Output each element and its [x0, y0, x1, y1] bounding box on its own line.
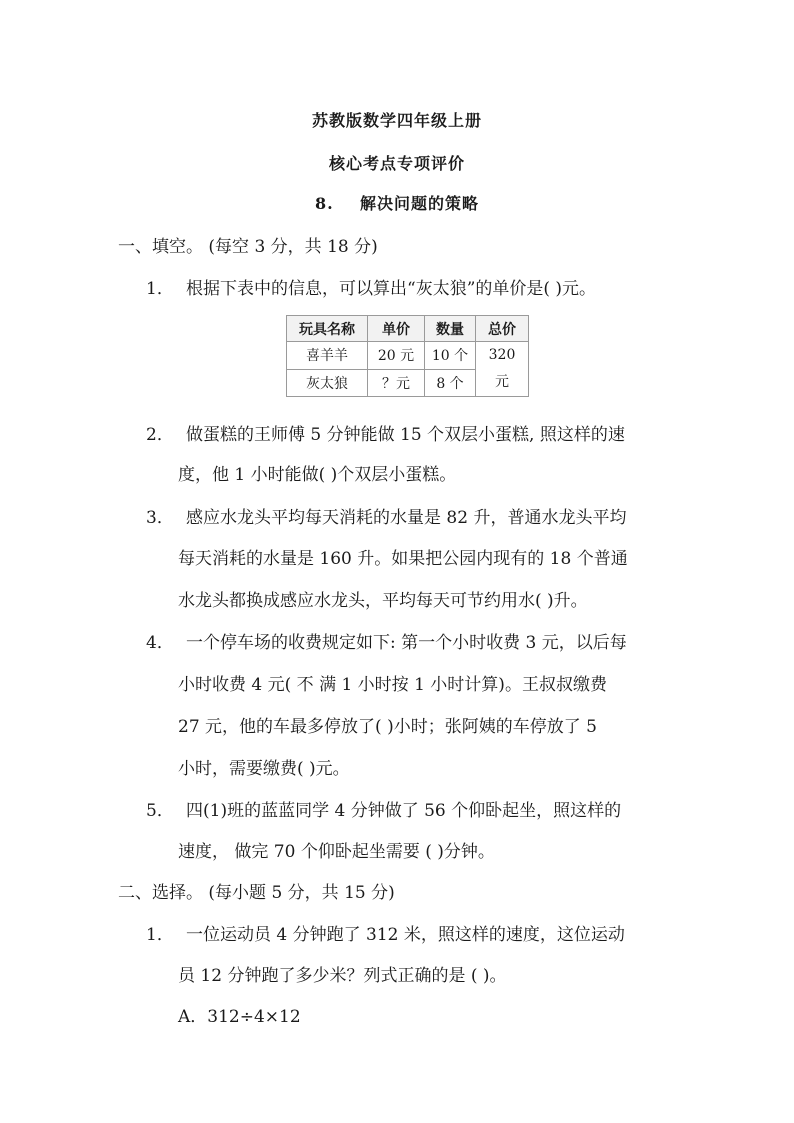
- document-title: 苏教版数学四年级上册: [311, 111, 482, 130]
- question-number: 2．: [146, 425, 174, 445]
- question-text: 度，他 1 小时能做( )个双层小蛋糕。: [178, 465, 457, 485]
- question-text: 一个停车场的收费规定如下: 第一个小时收费 3 元，以后每: [186, 633, 627, 653]
- question-text: 小时，需要缴费( )元。: [178, 759, 350, 779]
- question-number: 3．: [146, 508, 174, 528]
- question-text: 每天消耗的水量是 160 升。如果把公园内现有的 18 个普通: [178, 549, 628, 569]
- table-cell: 10 个: [425, 342, 476, 370]
- table-cell: ？元: [368, 369, 425, 397]
- question-text: 员 12 分钟跑了多少米？列式正确的是 ( )。: [178, 966, 507, 986]
- question-text: 做蛋糕的王师傅 5 分钟能做 15 个双层小蛋糕, 照这样的速: [186, 425, 625, 445]
- table-cell: 灰太狼: [287, 369, 368, 397]
- answer-option-a: A．312÷4×12: [178, 1007, 301, 1027]
- question-number: 1．: [146, 925, 174, 945]
- chapter-number: 8.: [315, 194, 334, 213]
- table-row: [287, 342, 529, 370]
- document-subtitle: 核心考点专项评价: [328, 154, 465, 173]
- question-text: 根据下表中的信息，可以算出“灰太狼”的单价是( )元。: [186, 279, 597, 299]
- question-text: 水龙头都换成感应水龙头，平均每天可节约用水( )升。: [178, 591, 588, 611]
- question-text: 速度， 做完 70 个仰卧起坐需要 ( )分钟。: [178, 842, 495, 862]
- total-value: 320: [488, 347, 516, 363]
- total-unit: 元: [495, 374, 509, 390]
- question-number: 4．: [146, 633, 174, 653]
- table-header-row: [287, 316, 529, 342]
- chapter-name: 解决问题的策略: [359, 194, 479, 213]
- table-cell: 喜羊羊: [287, 342, 368, 370]
- question-text: 小时收费 4 元( 不 满 1 小时按 1 小时计算)。王叔叔缴费: [178, 675, 607, 695]
- table-header-cell: 数量: [425, 316, 476, 342]
- question-number: 1．: [146, 279, 174, 299]
- section-1-heading: 一、填空。 (每空 3 分，共 18 分): [118, 237, 378, 257]
- table-header-cell: 玩具名称: [287, 316, 368, 342]
- question-text: 一位运动员 4 分钟跑了 312 米，照这样的速度，这位运动: [186, 925, 625, 945]
- table-header-cell: 单价: [368, 316, 425, 342]
- section-2-heading: 二、选择。 (每小题 5 分，共 15 分): [118, 883, 395, 903]
- table-total-cell: [476, 342, 529, 397]
- toy-price-table: [286, 315, 529, 397]
- chapter-title: [0, 191, 794, 214]
- question-text: 27 元，他的车最多停放了( )小时；张阿姨的车停放了 5: [178, 717, 597, 737]
- question-text: 四(1)班的蓝蓝同学 4 分钟做了 56 个仰卧起坐，照这样的: [186, 801, 622, 821]
- question-number: 5．: [146, 801, 174, 821]
- table-cell: 8 个: [425, 369, 476, 397]
- table-header-cell: 总价: [476, 316, 529, 342]
- question-text: 感应水龙头平均每天消耗的水量是 82 升，普通水龙头平均: [186, 508, 627, 528]
- table-cell: 20 元: [368, 342, 425, 370]
